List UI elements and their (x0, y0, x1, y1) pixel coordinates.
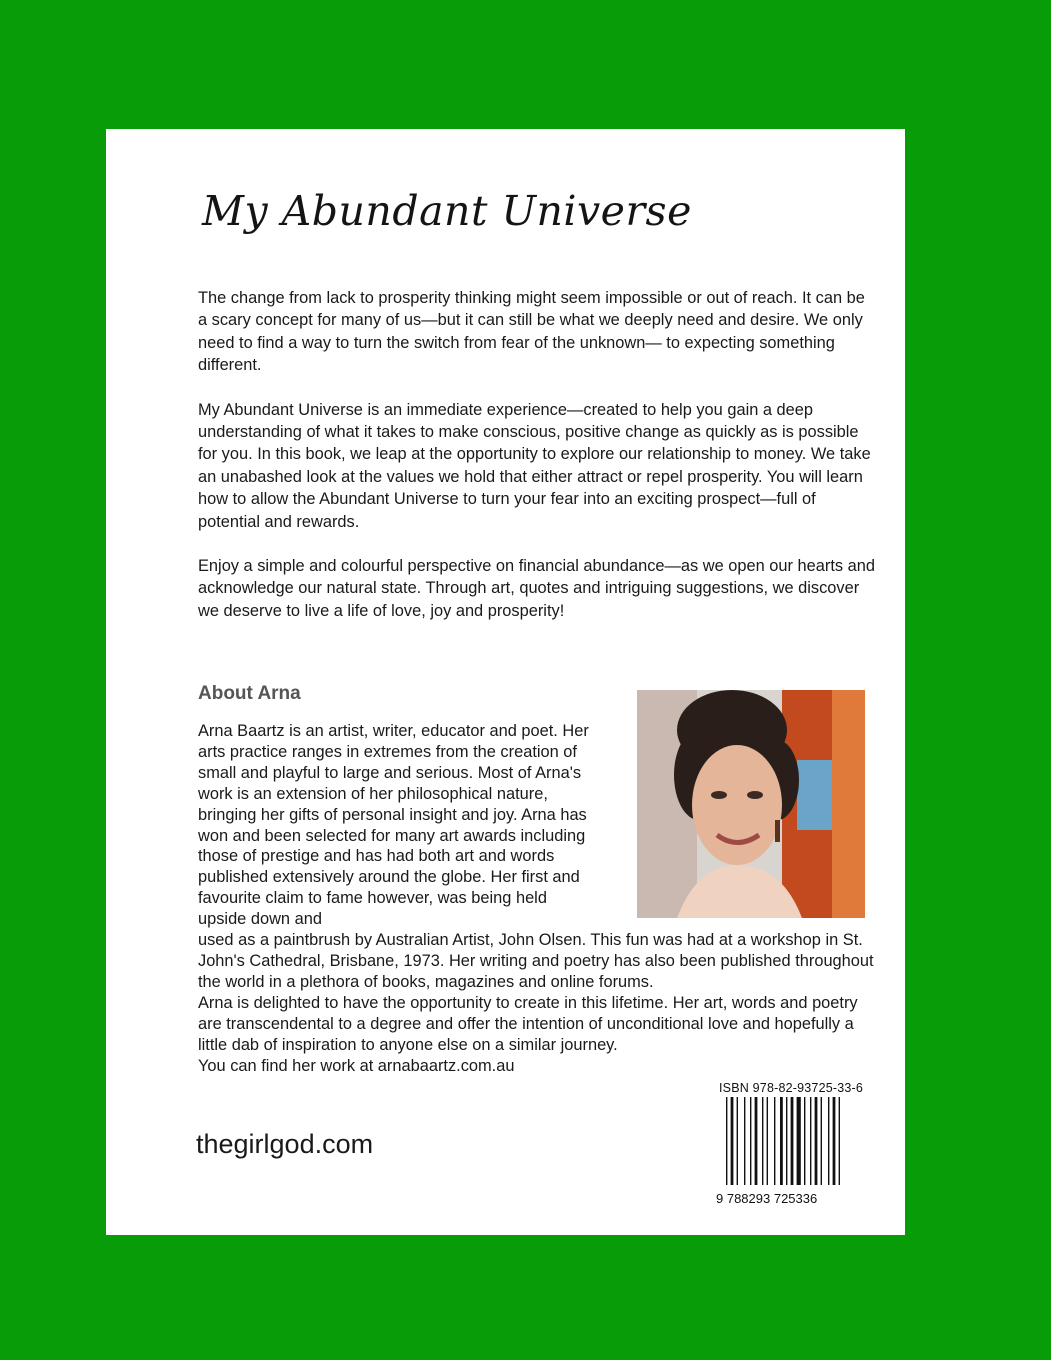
barcode-bar (744, 1097, 745, 1195)
barcode-bar (786, 1097, 787, 1195)
bio-paragraph: You can find her work at arnabaartz.com.au (198, 1056, 515, 1075)
barcode-bar (839, 1097, 840, 1195)
barcode-bar (804, 1097, 805, 1195)
barcode-bar (774, 1097, 775, 1195)
barcode-digits: 9 788293 725336 (716, 1191, 818, 1206)
barcode-bar (726, 1097, 727, 1195)
barcode-bar (737, 1097, 738, 1195)
barcode-bar (750, 1097, 751, 1195)
barcode-bar (797, 1097, 801, 1195)
barcode-bar (815, 1097, 818, 1195)
blurb-paragraph: The change from lack to prosperity thinking might seem impossible or out of reach. It can be a scary concept for many of us—but it can still be what we deeply need and desire. We only need to find a way to turn the switch from fear of the unknown— to expecting something different. (198, 289, 865, 375)
barcode-bar (821, 1097, 822, 1195)
barcode-bar (755, 1097, 758, 1195)
book-title: My Abundant Universe (202, 187, 692, 235)
bio-paragraph: Arna Baartz is an artist, writer, educator and poet. Her arts practice ranges in extremes from the creation of small and playful to large and serious. Most of Arna's work is an extension of her philosophical nature, bringing her gifts of personal insight and joy. Arna has won and been selected for many art awards including those of prestige and has had both art and words published extensively around the globe. Her first and favourite claim to fame however, was being held upside down and (198, 722, 589, 929)
barcode-bar (810, 1097, 811, 1195)
barcode-bar (762, 1097, 763, 1195)
isbn-label: ISBN 978-82-93725-33-6 (719, 1081, 864, 1095)
barcode-bar (731, 1097, 734, 1195)
bio-paragraph: used as a paintbrush by Australian Artist, John Olsen. This fun was had at a workshop in St. John's Cathedral, Brisbane, 1973. Her writing and poetry has also been published throughout the world in a plethora of books, magazines and online forums. (198, 931, 874, 991)
barcode-bar (780, 1097, 783, 1195)
about-author-heading: About Arna (198, 683, 301, 704)
barcode-bar (767, 1097, 768, 1195)
barcode-bar (833, 1097, 836, 1195)
back-cover (106, 129, 905, 1235)
bio-paragraph: Arna is delighted to have the opportunity to create in this lifetime. Her art, words and poetry are transcendental to a degree and offer the intention of unconditional love and hopefully a little dab of inspiration to anyone else on a similar journey. (198, 993, 858, 1054)
barcode-bar (828, 1097, 829, 1195)
author-bio (198, 721, 878, 1076)
blurb-paragraph: Enjoy a simple and colourful perspective on financial abundance—as we open our hearts and acknowledge our natural state. Through art, quotes and intriguing suggestions, we discover we deserve to live a life of love, joy and prosperity! (198, 557, 875, 620)
publisher-website: thegirlgod.com (196, 1129, 374, 1159)
book-blurb (198, 287, 878, 644)
isbn-barcode (716, 1097, 866, 1207)
barcode-bar (791, 1097, 794, 1195)
blurb-paragraph: My Abundant Universe is an immediate experience—created to help you gain a deep understanding of what it takes to make conscious, positive change as quickly as is possible for you. In this book, we leap at the opportunity to explore our relationship to money. We take an unabashed look at the values we hold that either attract or repel prosperity. You will learn how to allow the Abundant Universe to turn your fear into an exciting prospect—full of potential and rewards. (198, 400, 871, 531)
